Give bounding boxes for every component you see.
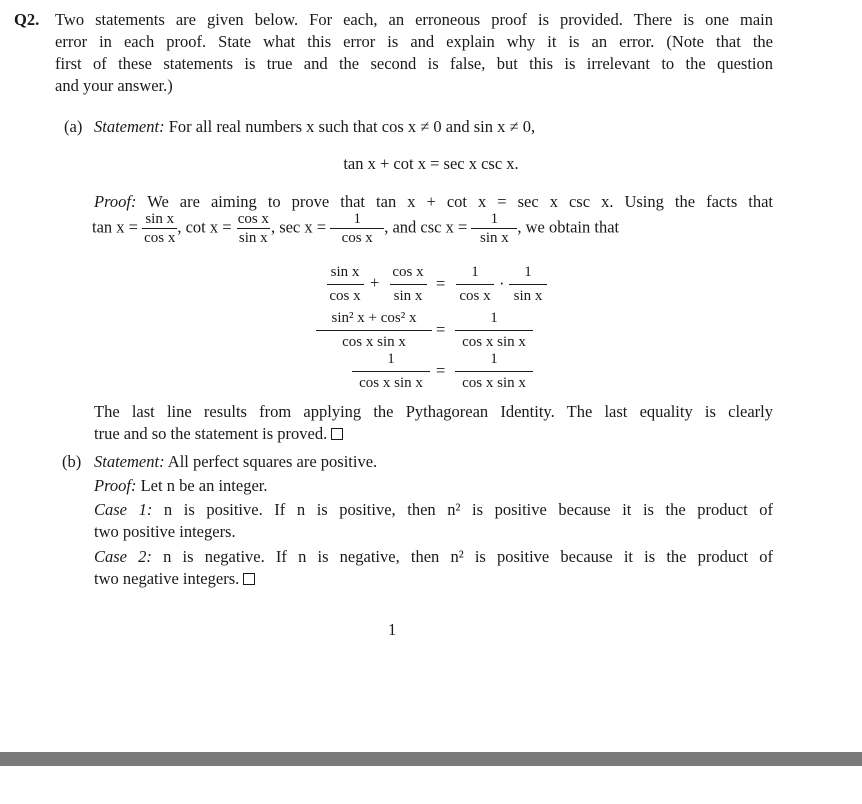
- csc-den: sin x: [471, 228, 517, 247]
- part-a-statement-text: For all real numbers x such that cos x ≠ 0 and sin x ≠ 0,: [168, 117, 536, 136]
- intro-line-1: Two statements are given below. For each, an erroneous proof is provided. There is one main: [55, 10, 773, 29]
- sec-den: cos x: [330, 228, 384, 247]
- cot-fraction: [236, 210, 271, 247]
- csc-num: 1: [490, 211, 499, 227]
- case1-line-2: two positive integers.: [94, 522, 236, 541]
- tan-den: cos x: [144, 230, 176, 246]
- r1-b-den: sin x: [393, 288, 423, 304]
- case2-label: Case 2:: [94, 547, 152, 566]
- case2-text: n is negative. If n is negative, then n² is positive because it is the product of: [163, 547, 773, 566]
- proof-a-line-1: [94, 192, 773, 212]
- csc-lhs: , and csc x =: [384, 217, 468, 237]
- question-number: Q2.: [14, 10, 40, 29]
- r2-r-num: 1: [490, 310, 498, 326]
- conclusion-line-2-wrap: [94, 424, 343, 444]
- proof-a-label: Proof:: [94, 192, 137, 211]
- r1-c-den: cos x: [459, 288, 491, 304]
- cot-den: sin x: [238, 230, 268, 246]
- r2-equals: =: [436, 320, 446, 339]
- r2-l-bar: [316, 330, 432, 331]
- conclusion-line-1: The last line results from applying the Pythagorean Identity. The last equality is clearly: [94, 402, 773, 421]
- r1-d-den: sin x: [513, 288, 543, 304]
- r2-l-num: sin² x + cos² x: [331, 310, 417, 326]
- r1-c-bar: [456, 284, 494, 285]
- r2-l-den: cos x sin x: [342, 334, 406, 350]
- r3-l-num: 1: [387, 351, 395, 367]
- r3-r-num: 1: [490, 351, 498, 367]
- tan-lhs: tan x =: [92, 217, 138, 237]
- r1-equals: =: [436, 274, 446, 293]
- proof-b-text: Let n be an integer.: [140, 476, 268, 495]
- tan-num: sin x: [145, 211, 175, 227]
- facts-row: [92, 210, 619, 247]
- intro-line-3: first of these statements is true and the second is false, but this is irrelevant to the question: [55, 54, 773, 73]
- part-b-label: (b): [62, 452, 82, 471]
- intro-line-4: and your answer.): [55, 76, 173, 95]
- part-a-statement-label: Statement:: [94, 117, 165, 136]
- r2-r-bar: [455, 330, 533, 331]
- tan-fraction: [142, 210, 177, 247]
- csc-fraction: [471, 210, 517, 247]
- r1-a-num: sin x: [330, 264, 360, 280]
- r1-b-num: cos x: [392, 264, 424, 280]
- r3-l-den: cos x sin x: [359, 375, 423, 391]
- facts-tail: , we obtain that: [517, 217, 620, 237]
- part-b-statement-text: All perfect squares are positive.: [167, 452, 378, 471]
- qed-box-icon: [243, 573, 255, 585]
- r3-r-bar: [455, 371, 533, 372]
- proof-b-label: Proof:: [94, 476, 137, 495]
- r1-b-bar: [390, 284, 427, 285]
- r1-a-bar: [327, 284, 364, 285]
- r1-d-num: 1: [524, 264, 532, 280]
- proof-a-text: We are aiming to prove that tan x + cot x = sec x csc x. Using the facts that: [147, 192, 774, 211]
- case1-line-1: [94, 500, 773, 520]
- r1-d-bar: [509, 284, 547, 285]
- case2-line-1: [94, 547, 773, 567]
- r3-r-den: cos x sin x: [462, 375, 526, 391]
- cot-lhs: , cot x =: [177, 217, 232, 237]
- case2-line-2: two negative integers.: [94, 569, 240, 588]
- case1-text: n is positive. If n is positive, then n² is positive because it is the product of: [163, 500, 774, 519]
- cot-num: cos x: [237, 211, 269, 227]
- r1-dot: ·: [499, 274, 505, 293]
- r3-equals: =: [436, 361, 446, 380]
- intro-line-2: error in each proof. State what this error is and explain why it is an error. (Note that the: [55, 32, 773, 51]
- r3-l-bar: [352, 371, 430, 372]
- sec-lhs: , sec x =: [270, 217, 327, 237]
- conclusion-line-2: true and so the statement is proved.: [94, 424, 328, 443]
- r1-c-num: 1: [471, 264, 479, 280]
- sec-fraction: [330, 210, 384, 247]
- sec-num: 1: [353, 211, 361, 227]
- r2-r-den: cos x sin x: [462, 334, 526, 350]
- case1-label: Case 1:: [94, 500, 153, 519]
- page-divider-bar: [0, 752, 862, 766]
- part-b-statement-label: Statement:: [94, 452, 165, 471]
- qed-box-icon: [331, 428, 343, 440]
- case2-line-2-wrap: [94, 569, 255, 589]
- identity-equation: tan x + cot x = sec x csc x.: [343, 154, 519, 173]
- r1-plus: +: [370, 273, 380, 292]
- part-a-label: (a): [64, 117, 83, 136]
- page-number: 1: [388, 620, 397, 639]
- r1-a-den: cos x: [329, 288, 361, 304]
